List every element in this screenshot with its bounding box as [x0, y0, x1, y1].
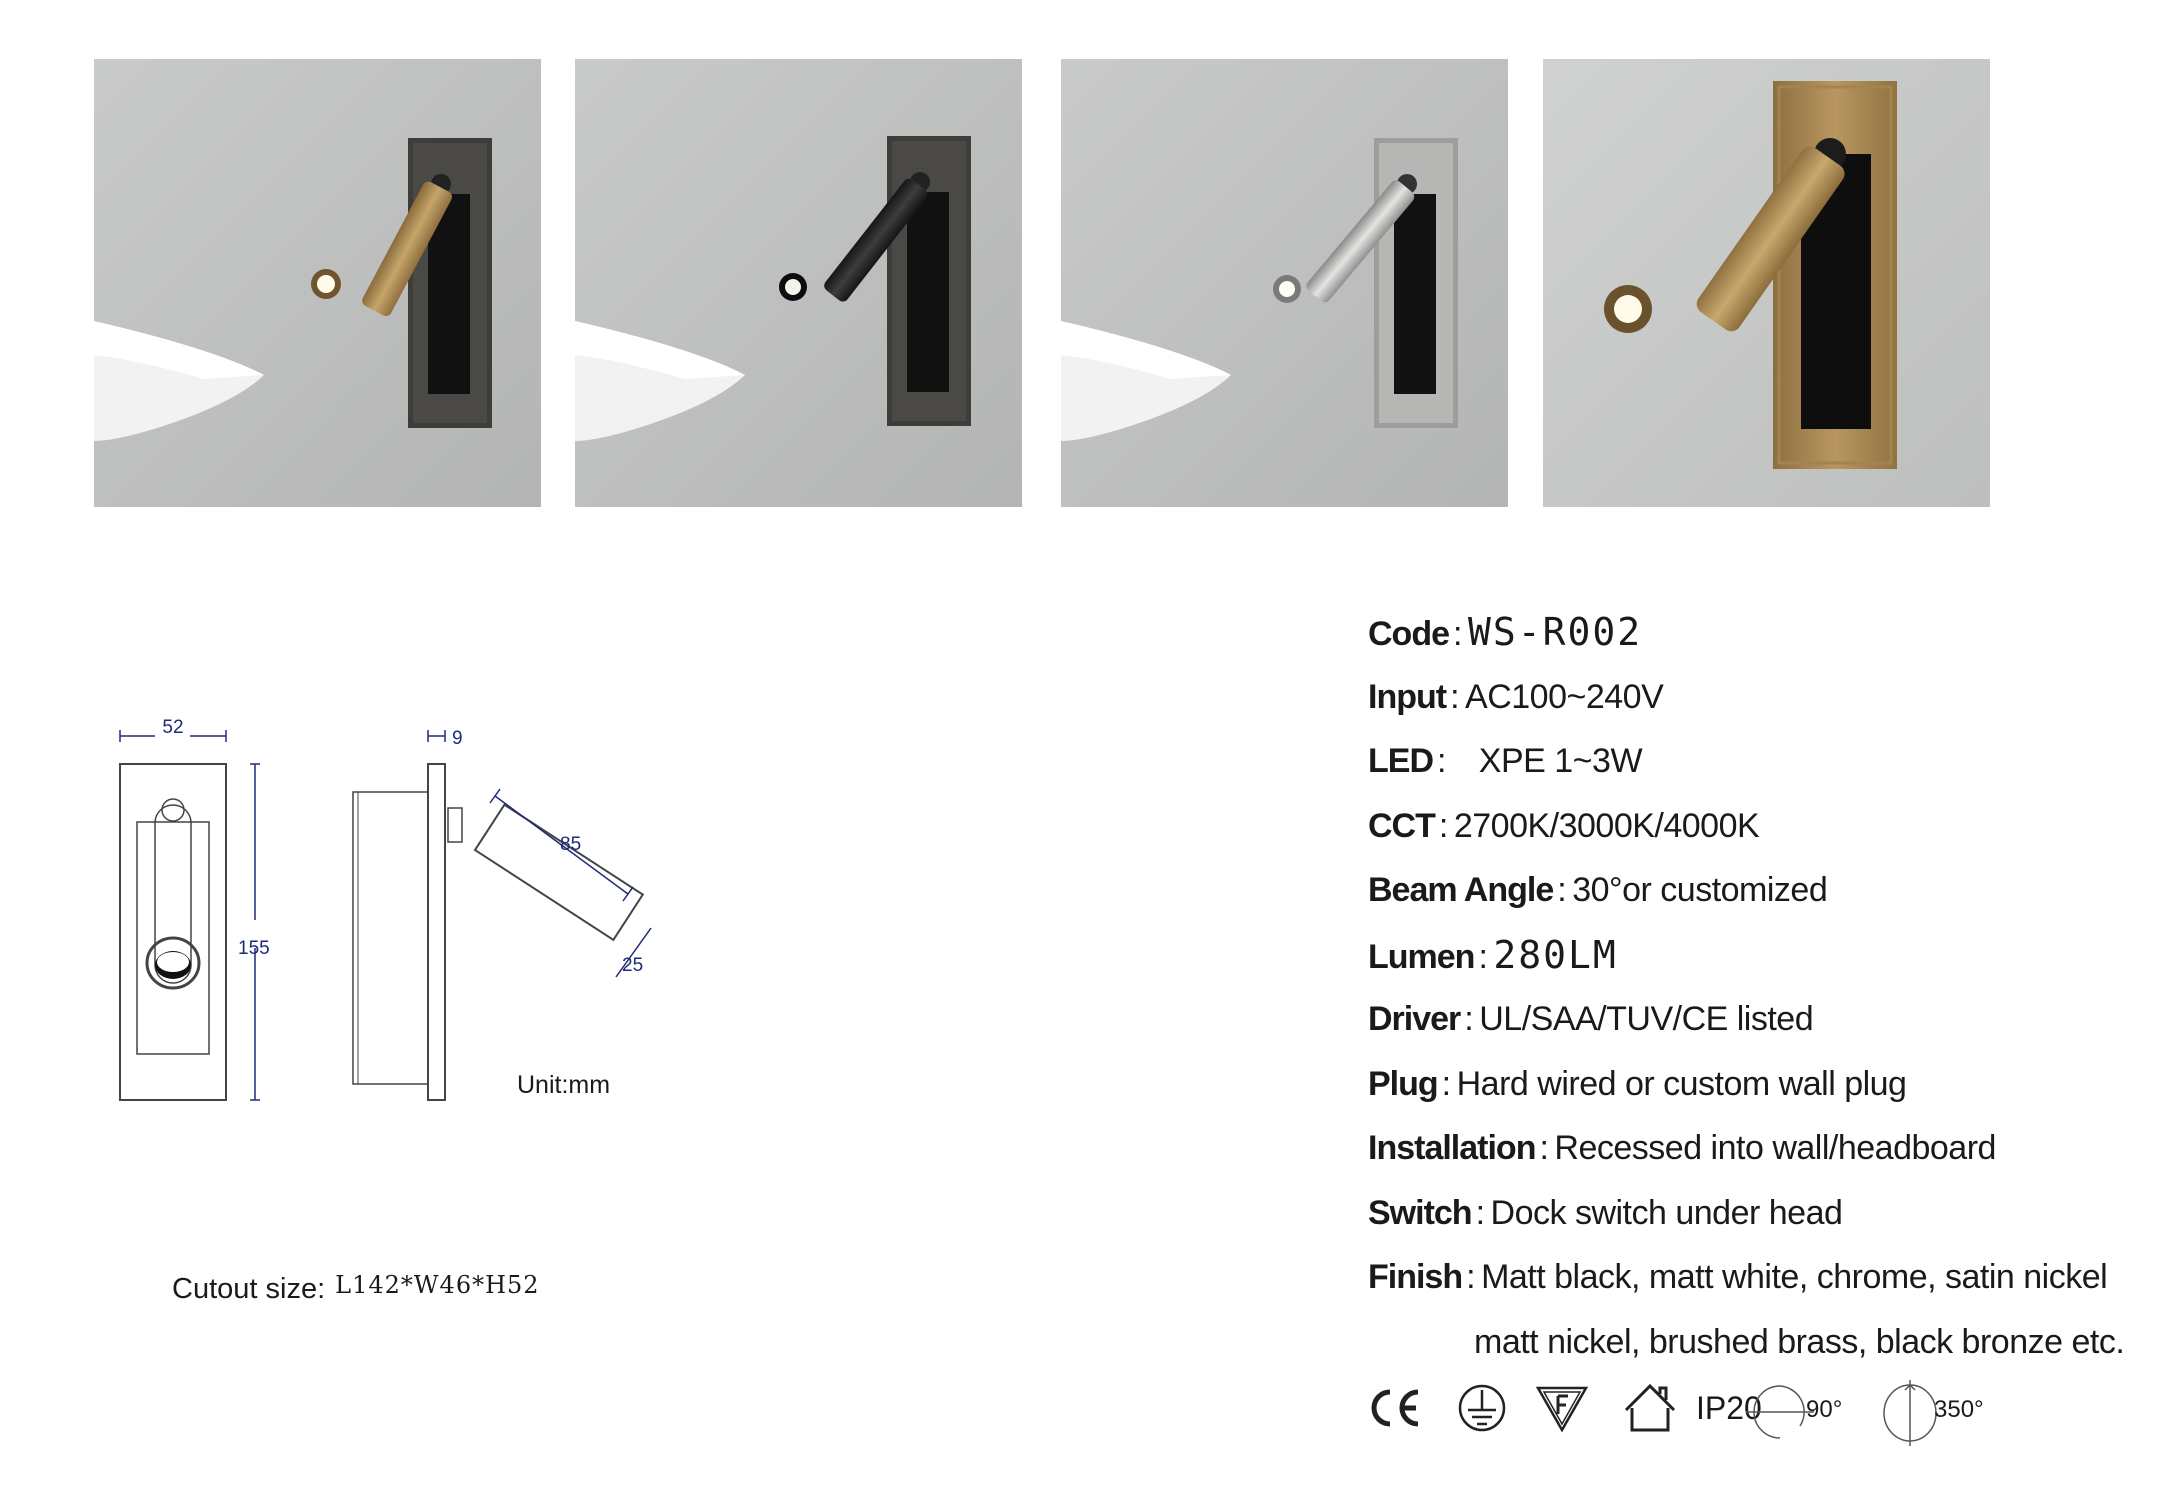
spec-switch: Switch : Dock switch under head	[1368, 1193, 1843, 1232]
spec-value: Matt black, matt white, chrome, satin nickel	[1481, 1258, 2108, 1296]
spec-driver: Driver : UL/SAA/TUV/CE listed	[1368, 1000, 1814, 1038]
dim-arm-length-label: 85	[560, 834, 582, 855]
dim-width-label: 52	[162, 717, 184, 738]
spec-finish-continued: matt nickel, brushed brass, black bronze etc.	[1474, 1322, 2125, 1361]
spec-key: Driver	[1368, 1000, 1461, 1038]
spec-value: XPE 1~3W	[1451, 742, 1643, 780]
spec-value: 2700K/3000K/4000K	[1453, 806, 1760, 845]
side-view	[353, 764, 643, 1100]
photo-brass-closeup-graphic	[1543, 59, 1990, 507]
product-photo-brass-closeup	[1543, 59, 1990, 507]
spec-plug: Plug : Hard wired or custom wall plug	[1368, 1064, 1907, 1103]
spec-key: Beam Angle	[1368, 871, 1554, 909]
dim-arm-dia-label: 25	[622, 955, 644, 976]
cutout-size	[172, 1273, 540, 1306]
spec-key: Lumen	[1368, 937, 1475, 976]
ce-mark-icon	[1366, 1380, 1424, 1436]
spec-key: LED	[1368, 742, 1433, 780]
cutout-label: Cutout size:	[172, 1273, 326, 1305]
unit-label: Unit:mm	[517, 1071, 611, 1099]
ip-rating: IP20	[1696, 1390, 1762, 1426]
spec-key: Code	[1368, 615, 1449, 653]
indoor-use-icon	[1620, 1380, 1680, 1436]
cutout-value: L142*W46*H52	[335, 1271, 540, 1299]
spec-lumen: Lumen : 280LM	[1368, 932, 1618, 977]
dim-height-label: 155	[238, 938, 270, 959]
spec-value: Dock switch under head	[1490, 1193, 1843, 1232]
spec-value: 30°or customized	[1572, 871, 1828, 909]
f-mark-icon	[1534, 1380, 1590, 1436]
earth-ground-icon	[1456, 1380, 1508, 1436]
spec-key: Installation	[1368, 1129, 1536, 1167]
spec-key: Finish	[1368, 1258, 1463, 1296]
spec-key: CCT	[1368, 806, 1435, 845]
spec-value: UL/SAA/TUV/CE listed	[1479, 1000, 1814, 1038]
front-view	[120, 764, 226, 1100]
tilt-angle-value: 90°	[1806, 1396, 1843, 1423]
product-photo-brass	[94, 59, 541, 507]
spec-finish: Finish : Matt black, matt white, chrome, satin nickel	[1368, 1258, 2108, 1296]
spec-value: AC100~240V	[1465, 677, 1664, 716]
spec-value: 280LM	[1493, 932, 1618, 977]
photo-black-graphic	[575, 59, 1022, 507]
photo-brass-graphic	[94, 59, 541, 507]
spec-key: Switch	[1368, 1193, 1472, 1232]
spec-list	[1368, 604, 2148, 1378]
rotate-angle-value: 350°	[1934, 1396, 1984, 1423]
spec-value: Hard wired or custom wall plug	[1456, 1064, 1907, 1103]
spec-code: Code : WS-R002	[1368, 610, 1643, 654]
spec-value: Recessed into wall/headboard	[1554, 1129, 1996, 1167]
spec-key: Plug	[1368, 1064, 1438, 1103]
spec-input: Input : AC100~240V	[1368, 677, 1664, 716]
spec-cct: CCT : 2700K/3000K/4000K	[1368, 806, 1760, 845]
product-photo-black	[575, 59, 1022, 507]
depth-dimension	[428, 730, 445, 742]
spec-key: Input	[1368, 677, 1447, 716]
spec-beam-angle: Beam Angle : 30°or customized	[1368, 871, 1828, 909]
certification-icons	[1366, 1380, 2126, 1450]
product-photo-nickel	[1061, 59, 1508, 507]
spec-led: LED : XPE 1~3W	[1368, 742, 1643, 780]
spec-value: WS-R002	[1467, 610, 1643, 654]
dim-depth-label: 9	[452, 728, 463, 749]
height-dimension	[250, 764, 260, 1100]
photo-nickel-graphic	[1061, 59, 1508, 507]
spec-installation: Installation : Recessed into wall/headboard	[1368, 1129, 1996, 1167]
technical-drawing	[100, 700, 700, 1120]
